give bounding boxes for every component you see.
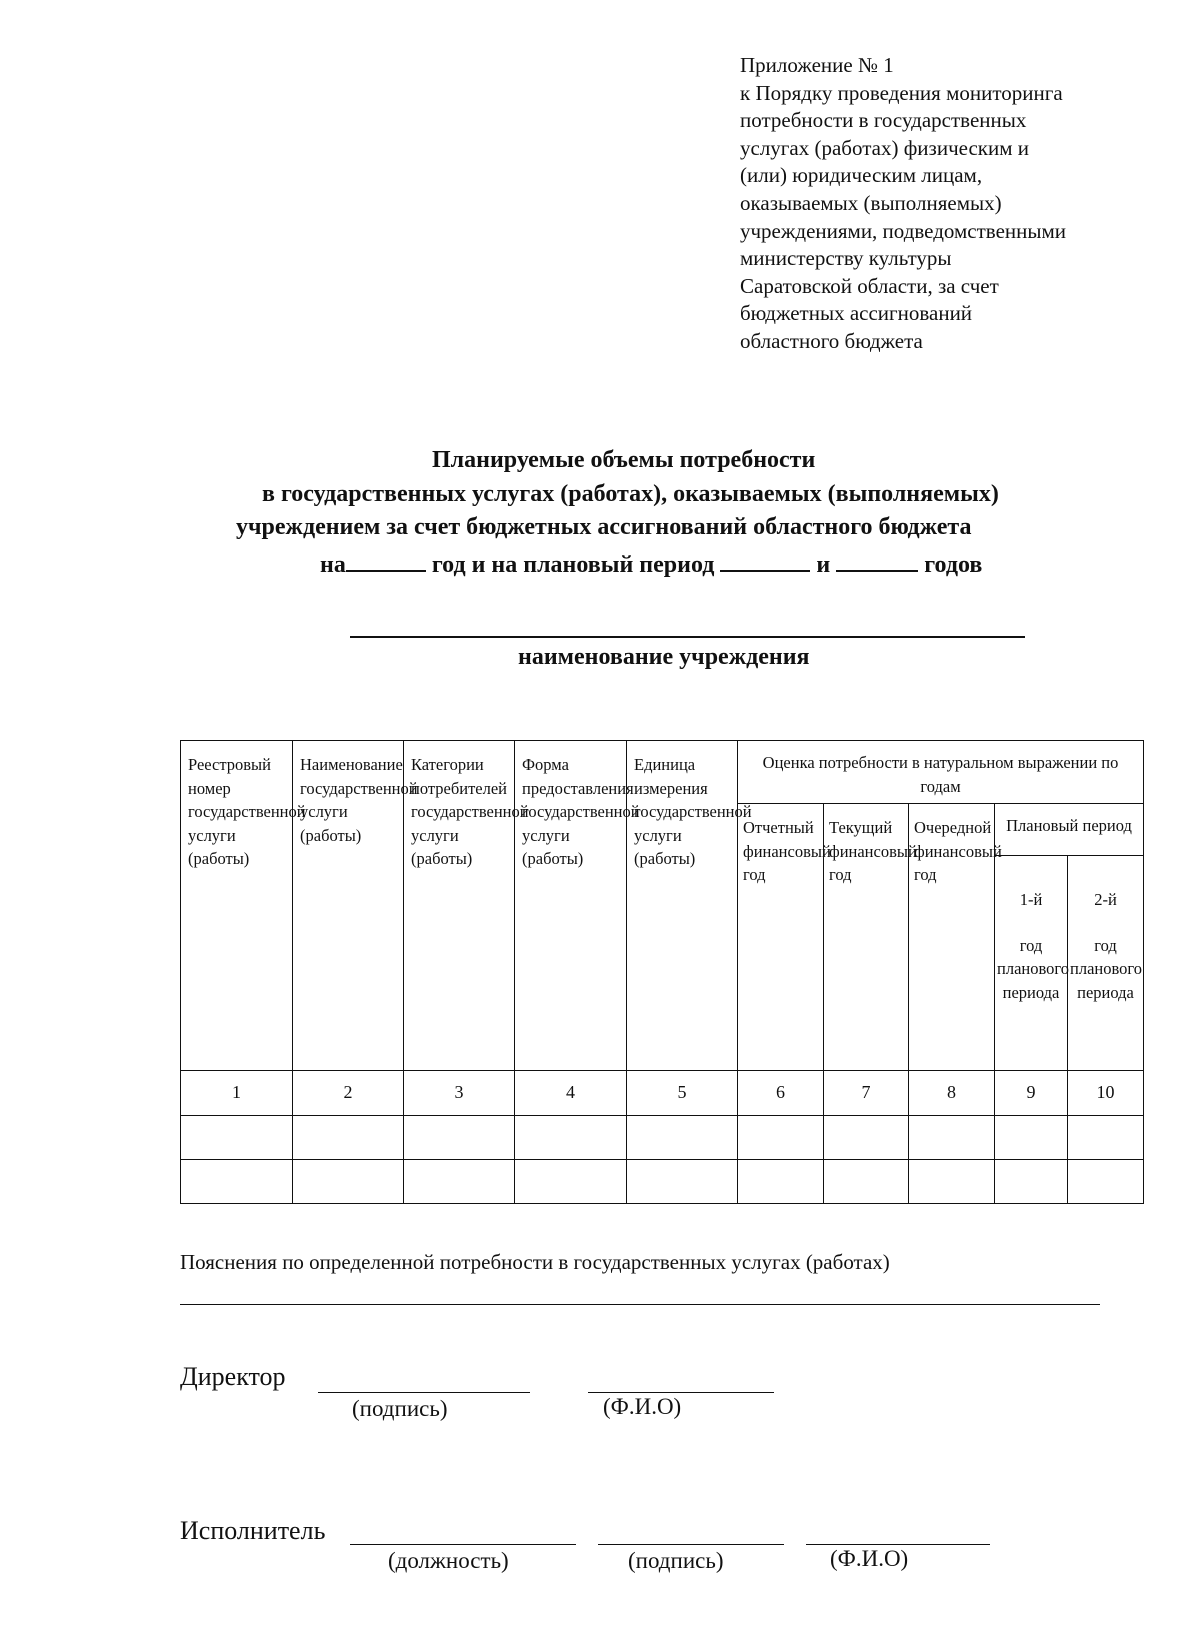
needs-table: [180, 740, 1144, 1204]
appendix-line: услугах (работах) физическим и: [740, 135, 1030, 160]
table-row: [181, 1116, 1144, 1160]
executor-position-line: [350, 1544, 576, 1545]
title-word-and: и: [816, 552, 831, 578]
institution-label: наименование учреждения: [518, 644, 810, 670]
appendix-line: Саратовской области, за счет: [740, 273, 999, 298]
appendix-line: учреждениями, подведомственными: [740, 218, 1067, 243]
appendix-line: (или) юридическим лицам,: [740, 163, 983, 188]
institution-name-line: [350, 636, 1025, 638]
column-number: 9: [995, 1071, 1068, 1116]
column-number: 4: [515, 1071, 627, 1116]
column-number: 2: [293, 1071, 404, 1116]
header-provision-form: Форма предоставления государственной услуги (работы): [515, 741, 627, 1071]
executor-position-caption: (должность): [388, 1548, 509, 1573]
director-signature-caption: (подпись): [352, 1396, 448, 1421]
title-line-1: Планируемые объемы потребности: [432, 447, 816, 473]
executor-label: Исполнитель: [180, 1516, 326, 1545]
appendix-line: Приложение № 1: [740, 53, 894, 77]
appendix-line: потребности в государственных: [740, 108, 1027, 133]
needs-explanation-label: Пояснения по определенной потребности в государственных услугах (работах): [180, 1250, 890, 1274]
plan-year-1-ordinal: 1-й: [1019, 890, 1043, 909]
title-word-na: на: [320, 552, 346, 578]
column-number: 1: [181, 1071, 293, 1116]
appendix-line: к Порядку проведения мониторинга: [740, 80, 1063, 105]
header-service-name: Наименование государственной услуги (работы): [293, 741, 404, 1071]
executor-fio-line: [806, 1544, 990, 1545]
appendix-line: областного бюджета: [740, 328, 923, 353]
title-word-years: годов: [924, 552, 983, 578]
appendix-line: оказываемых (выполняемых): [740, 190, 1002, 215]
executor-fio-caption: (Ф.И.О): [830, 1546, 909, 1571]
header-planned-period: Плановый период: [995, 804, 1144, 856]
column-number: 3: [404, 1071, 515, 1116]
plan-year-1-text: год планового периода: [997, 935, 1070, 1002]
header-unit: Единица измерения государственной услуги (работы): [627, 741, 738, 1071]
appendix-line: бюджетных ассигнований: [740, 301, 973, 326]
title-line-4: [320, 548, 982, 579]
appendix-note: [740, 52, 1160, 356]
title-line-2: в государственных услугах (работах), оказываемых (выполняемых): [262, 481, 999, 507]
year-blank: [346, 548, 426, 572]
header-registry-number: Реестровый номер государственной услуги (работы): [181, 741, 293, 1071]
header-current-year: Текущий финансовый год: [824, 804, 909, 1071]
executor-signature-caption: (подпись): [628, 1548, 724, 1573]
title-word-planned: год и на плановый период: [431, 552, 715, 578]
header-next-year: Очередной финансовый год: [909, 804, 995, 1071]
column-number: 6: [738, 1071, 824, 1116]
director-signature-line: [318, 1392, 530, 1393]
plan-year-1-blank: [720, 548, 810, 572]
plan-year-2-blank: [836, 548, 918, 572]
header-plan-year-1: [995, 856, 1068, 1071]
director-label: Директор: [180, 1362, 286, 1391]
explanation-line: [180, 1304, 1100, 1305]
column-number: 10: [1068, 1071, 1144, 1116]
header-plan-year-2: [1068, 856, 1144, 1071]
column-number: 7: [824, 1071, 909, 1116]
table-row: [181, 1160, 1144, 1204]
director-fio-caption: (Ф.И.О): [603, 1394, 682, 1419]
plan-year-2-ordinal: 2-й: [1094, 890, 1117, 909]
director-fio-line: [588, 1392, 774, 1393]
column-number: 8: [909, 1071, 995, 1116]
header-reporting-year: Отчетный финансовый год: [738, 804, 824, 1071]
executor-signature-line: [598, 1544, 784, 1545]
appendix-line: министерству культуры: [740, 246, 952, 271]
plan-year-2-text: год планового периода: [1070, 935, 1143, 1002]
title-line-3: учреждением за счет бюджетных ассигнований областного бюджета: [236, 514, 972, 540]
column-number: 5: [627, 1071, 738, 1116]
header-needs-estimate: Оценка потребности в натуральном выражении по годам: [738, 741, 1144, 804]
header-consumer-categories: Категории потребителей государственной услуги (работы): [404, 741, 515, 1071]
